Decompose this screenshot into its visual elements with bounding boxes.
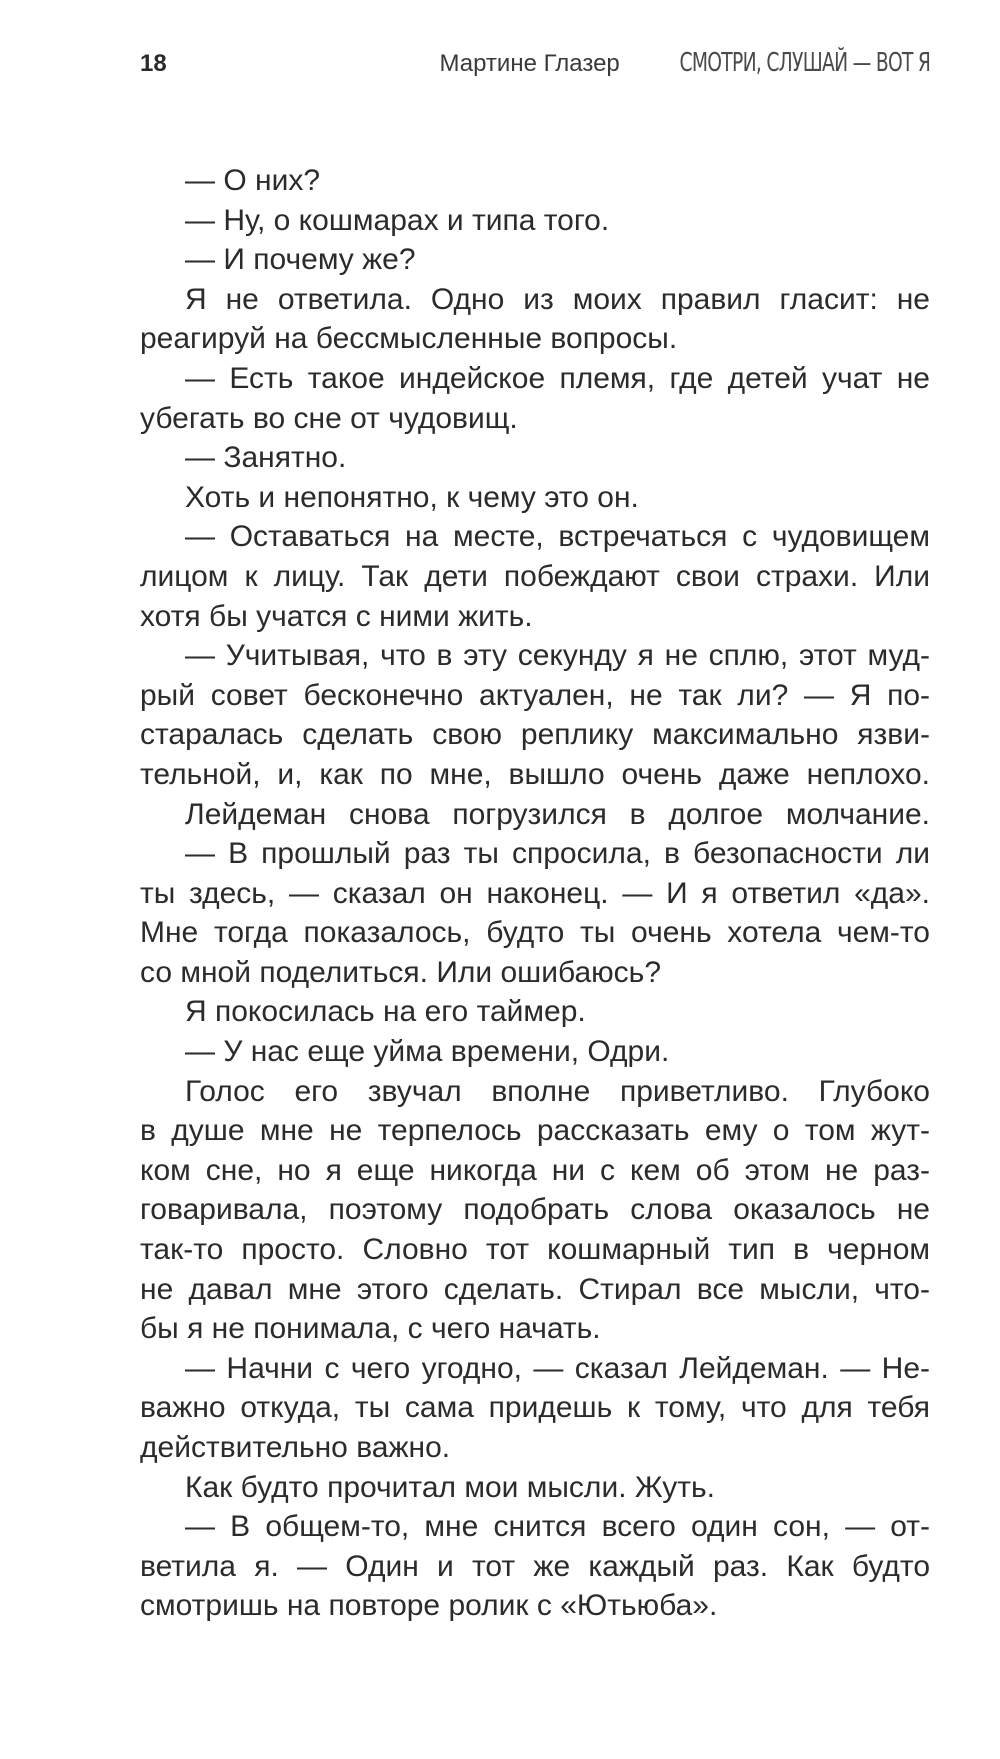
text-line: — Занятно.	[185, 441, 347, 475]
text-line: со мной поделиться. Или ошибаюсь?	[140, 955, 662, 989]
text-line: — О них?	[185, 164, 321, 197]
text-line: в душе мне не терпелось рассказать ему о том жут-	[140, 1114, 930, 1148]
text-line: ты здесь, — сказал он наконец. — И я ответил «да».	[140, 876, 930, 910]
text-line: тельной, и, как по мне, вышло очень даже неплохо.	[140, 757, 930, 791]
header-right	[440, 48, 931, 78]
text-line: смотришь на повторе ролик с «Ютьюба».	[140, 1589, 718, 1623]
text-line: лицом к лицу. Так дети побеждают свои страхи. Или	[140, 559, 930, 593]
running-header	[140, 48, 930, 88]
text-line: — Оставаться на месте, встречаться с чудовищем	[185, 520, 930, 554]
header-author: Мартине Глазер	[439, 50, 620, 77]
text-line: — Начни с чего угодно, — сказал Лейдеман. — Не-	[185, 1351, 930, 1385]
text-line: — В прошлый раз ты спросила, в безопасности ли	[185, 837, 930, 871]
text-line: — Ну, о кошмарах и типа того.	[185, 203, 610, 237]
text-line: Голос его звучал вполне приветливо. Глубоко	[185, 1074, 930, 1108]
text-line: реагируй на бессмысленные вопросы.	[140, 322, 678, 356]
text-line: Хоть и непонятно, к чему это он.	[185, 480, 639, 514]
text-line: не давал мне этого сделать. Стирал все мысли, что-	[140, 1272, 930, 1306]
text-line: так-то просто. Словно тот кошмарный тип в черном	[140, 1233, 930, 1267]
text-line: Я не ответила. Одно из моих правил гласит: не	[185, 282, 930, 316]
text-line: Мне тогда показалось, будто ты очень хотела чем-то	[140, 916, 930, 950]
text-line: действительно важно.	[140, 1431, 451, 1464]
text-line: — Есть такое индейское племя, где детей учат не	[185, 361, 930, 395]
text-line: бы я не понимала, с чего начать.	[140, 1312, 601, 1346]
text-line: Я покосилась на его таймер.	[185, 995, 586, 1029]
page-number: 18	[140, 50, 167, 77]
text-line: хотя бы учатся с ними жить.	[140, 599, 533, 633]
text-line: ветила я. — Один и тот же каждый раз. Как будто	[140, 1549, 930, 1583]
text-line: — И почему же?	[185, 243, 416, 277]
page-body-text	[140, 161, 930, 1626]
text-line: важно откуда, ты сама придешь к тому, что для тебя	[140, 1391, 930, 1425]
text-line: — У нас еще уйма времени, Одри.	[185, 1035, 670, 1069]
text-line: убегать во сне от чудовищ.	[140, 401, 518, 435]
text-line: — Учитывая, что в эту секунду я не сплю, этот муд-	[185, 639, 930, 673]
text-line: — В общем-то, мне снится всего один сон, — от-	[185, 1510, 930, 1544]
text-line: говаривала, поэтому подобрать слова оказалось не	[140, 1193, 930, 1227]
header-book-title: СМОТРИ, СЛУШАЙ — ВОТ Я	[679, 48, 930, 78]
text-line: рый совет бесконечно актуален, не так ли? — Я по-	[140, 678, 930, 712]
text-line: старалась сделать свою реплику максимально язви-	[140, 718, 930, 752]
text-line: Лейдеман снова погрузился в долгое молчание.	[185, 797, 930, 831]
text-line: Как будто прочитал мои мысли. Жуть.	[185, 1470, 715, 1504]
text-line: ком сне, но я еще никогда ни с кем об этом не раз-	[140, 1153, 930, 1187]
